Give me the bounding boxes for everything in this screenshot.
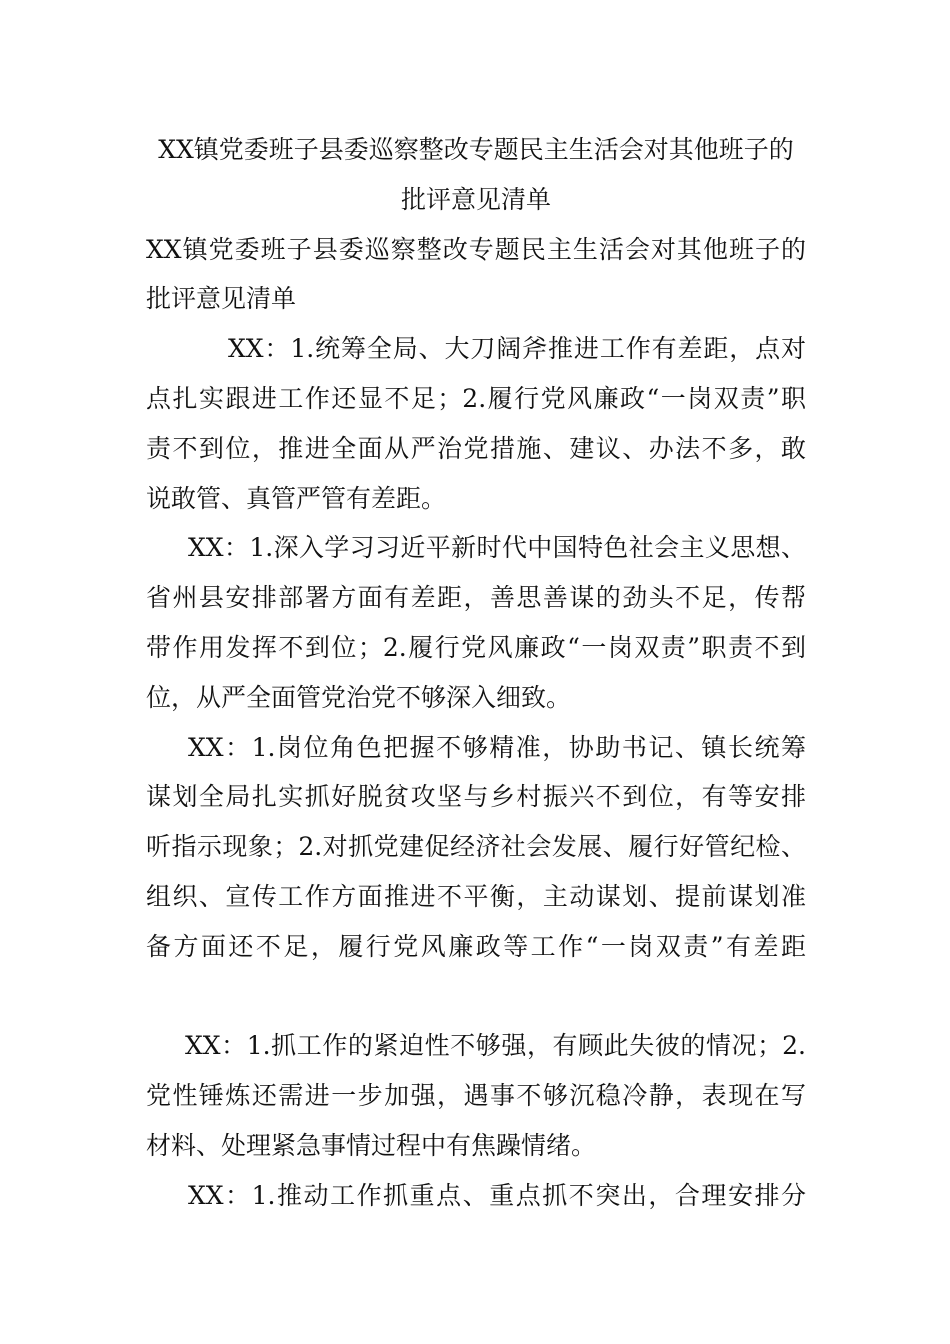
paragraph-line: 听指示现象；2.对抓党建促经济社会发展、履行好管纪检、: [146, 832, 806, 862]
paragraph-line: 点扎实跟进工作还显不足；2.履行党风廉政“一岗双责”职: [146, 383, 806, 413]
paragraph-line: 备方面还不足，履行党风廉政等工作“一岗双责”有差距: [146, 931, 806, 961]
document-page: [146, 125, 806, 1221]
subtitle-line: XX镇党委班子县委巡察整改专题民主生活会对其他班子的: [146, 234, 806, 264]
paragraph-4: [146, 1021, 806, 1170]
paragraph-line: XX：1.抓工作的紧迫性不够强，有顾此失彼的情况；2.: [185, 1031, 806, 1061]
subtitle-line: 批评意见清单: [146, 284, 297, 314]
paragraph-1: [146, 324, 806, 523]
paragraph-3: [146, 723, 806, 972]
paragraph-line: 党性锤炼还需进一步加强，遇事不够沉稳冷静，表现在写: [146, 1081, 806, 1111]
blank-line: [146, 972, 806, 1022]
paragraph-line: 材料、处理紧急事情过程中有焦躁情绪。: [146, 1130, 597, 1160]
paragraph-5: [146, 1171, 806, 1221]
paragraph-line: 省州县安排部署方面有差距，善思善谋的劲头不足，传帮: [146, 583, 806, 613]
paragraph-line: 组织、宣传工作方面推进不平衡，主动谋划、提前谋划准: [146, 881, 806, 911]
paragraph-2: [146, 523, 806, 722]
document-title: [146, 125, 806, 225]
title-line: XX镇党委班子县委巡察整改专题民主生活会对其他班子的: [158, 135, 794, 164]
paragraph-line: 位，从严全面管党治党不够深入细致。: [146, 682, 572, 712]
paragraph-line: 谋划全局扎实抓好脱贫攻坚与乡村振兴不到位，有等安排: [146, 782, 806, 812]
paragraph-line: XX：1.统筹全局、大刀阔斧推进工作有差距，点对: [228, 334, 806, 364]
paragraph-line: 责不到位，推进全面从严治党措施、建议、办法不多，敢: [146, 433, 806, 463]
paragraph-line: XX：1.深入学习习近平新时代中国特色社会主义思想、: [188, 533, 806, 563]
paragraph-line: 带作用发挥不到位；2.履行党风廉政“一岗双责”职责不到: [146, 632, 806, 662]
title-line: 批评意见清单: [400, 184, 551, 214]
paragraph-line: 说敢管、真管严管有差距。: [146, 483, 447, 513]
paragraph-line: XX：1.岗位角色把握不够精准，协助书记、镇长统筹: [188, 732, 806, 762]
document-subtitle: [146, 225, 806, 325]
paragraph-line: XX：1.推动工作抓重点、重点抓不突出，合理安排分: [188, 1180, 806, 1210]
